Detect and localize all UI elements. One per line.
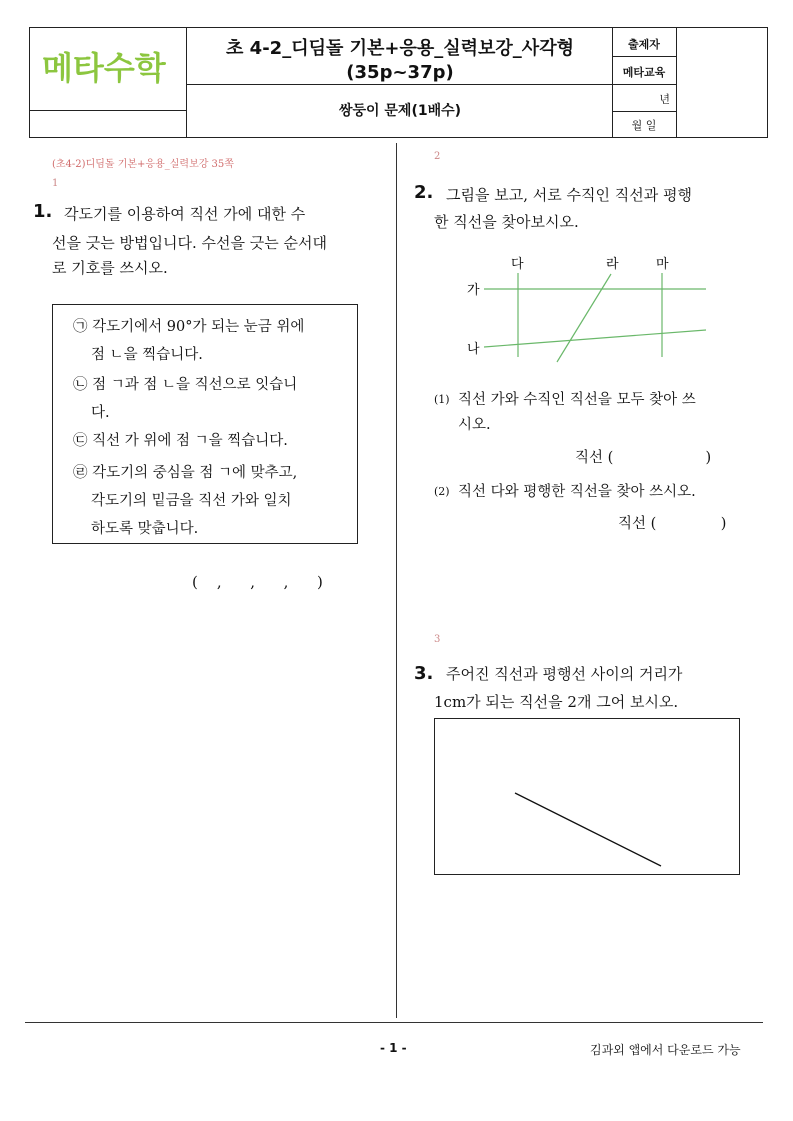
label-ma: 마 (656, 257, 669, 272)
author-value: 메타교육 (622, 66, 666, 79)
header-table (29, 27, 768, 138)
q3-number: 3. (414, 663, 434, 684)
q1-answer[interactable]: ( , , , ) (192, 573, 323, 591)
q1-item-4-l3: 하도록 맞춥니다. (91, 521, 199, 537)
q1-item-1-l2: 점 ㄴ을 찍습니다. (91, 347, 203, 363)
q1-item-1-l1: 각도기에서 90°가 되는 눈금 위에 (92, 319, 305, 335)
q1-item-3-l1: 직선 가 위에 점 ㄱ을 찍습니다. (92, 433, 288, 449)
q3-line1: 주어진 직선과 평행선 사이의 거리가 (446, 665, 683, 683)
q1-item-4 (73, 459, 297, 543)
q1-item-2-mark: ㉡ (73, 377, 88, 393)
q2-sub2-mark: (2) (434, 485, 450, 498)
q1-item-2-l1: 점 ㄱ과 점 ㄴ을 직선으로 잇습니 (92, 377, 298, 393)
q3-drawing-area[interactable] (434, 718, 740, 875)
title-line2: (35p~37p) (346, 62, 454, 83)
line-na (484, 330, 706, 347)
q1-item-4-mark: ㉣ (73, 465, 88, 481)
q1-small-number: 1 (52, 178, 59, 189)
q2-sub1-l2: 시오. (458, 417, 491, 433)
label-na: 나 (467, 342, 480, 357)
q1-item-1-mark: ㉠ (73, 319, 88, 335)
q2-number: 2. (414, 182, 434, 203)
q2-small-number: 2 (434, 151, 441, 162)
footer-note: 김과외 앱에서 다운로드 가능 (590, 1043, 741, 1057)
q2-line2: 한 직선을 찾아보시오. (434, 213, 579, 231)
title-line1: 초 4-2_디딤돌 기본+응용_실력보강_사각형 (226, 38, 574, 59)
q1-item-4-l2: 각도기의 밑금을 직선 가와 일치 (91, 493, 292, 509)
q1-item-2-l2: 다. (91, 405, 110, 421)
q1-steps-box (52, 304, 358, 544)
q2-sub1-mark: (1) (434, 393, 450, 406)
label-da: 다 (511, 257, 524, 272)
page-number: - 1 - (380, 1041, 407, 1055)
q2-sub1-answer[interactable]: 직선 ( ) (575, 450, 712, 466)
q1-item-3-mark: ㉢ (73, 433, 88, 449)
label-ra: 라 (606, 257, 619, 272)
author-label: 출제자 (628, 38, 660, 51)
subtitle: 쌍둥이 문제(1배수) (338, 103, 462, 119)
q1-number: 1. (33, 201, 53, 222)
given-line (515, 793, 661, 866)
q3-figure (435, 719, 739, 874)
q3-small-number: 3 (434, 634, 441, 645)
logo-text: 메타수학 (42, 49, 166, 86)
q1-source: (초4-2)디딤돌 기본+응용_실력보강 35쪽 (52, 159, 234, 170)
label-ga: 가 (467, 283, 480, 298)
q1-item-2 (73, 371, 297, 427)
q1-item-3 (73, 427, 288, 455)
q1-line3: 로 기호를 쓰시오. (52, 259, 168, 277)
q2-sub2-answer[interactable]: 직선 ( ) (618, 516, 727, 532)
q2-sub2-text: 직선 다와 평행한 직선을 찾아 쓰시오. (458, 484, 696, 500)
line-ra (557, 274, 611, 362)
column-divider (396, 143, 397, 1018)
footer-divider (25, 1022, 763, 1023)
q2-lines-figure (460, 250, 730, 370)
year-label: 년 (659, 93, 670, 106)
q2-line1: 그림을 보고, 서로 수직인 직선과 평행 (446, 186, 692, 204)
q3-line2: 1cm가 되는 직선을 2개 그어 보시오. (434, 693, 679, 711)
q1-line2: 선을 긋는 방법입니다. 수선을 긋는 순서대 (52, 234, 327, 252)
q1-item-1 (73, 313, 304, 369)
q1-item-4-l1: 각도기의 중심을 점 ㄱ에 맞추고, (92, 465, 298, 481)
q1-line1: 각도기를 이용하여 직선 가에 대한 수 (64, 205, 306, 223)
month-day-label: 월 일 (631, 119, 657, 132)
logo (40, 46, 180, 86)
q2-sub1-l1: 직선 가와 수직인 직선을 모두 찾아 쓰 (458, 392, 696, 408)
